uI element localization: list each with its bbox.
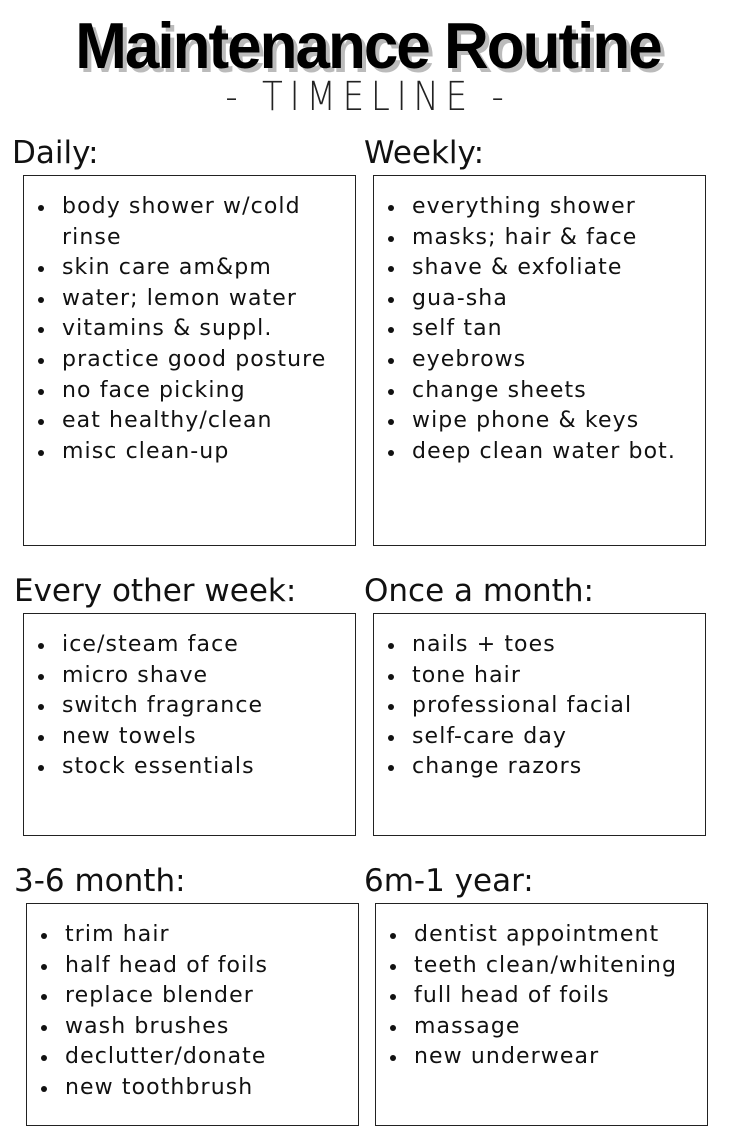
section-box-3-6-month	[26, 903, 359, 1126]
section-heading-daily: Daily:	[12, 135, 99, 171]
list-item: professional facial	[412, 691, 705, 722]
page-subtitle: - TIMELINE -	[225, 74, 511, 120]
section-box-6m-1-year	[375, 903, 708, 1126]
list-item: half head of foils	[65, 951, 358, 982]
list-item: eyebrows	[412, 345, 705, 376]
list-item: everything shower	[412, 192, 705, 223]
list-item: new toothbrush	[65, 1073, 358, 1104]
item-list	[374, 614, 705, 783]
item-list	[24, 176, 355, 467]
section-box-once-a-month	[373, 613, 706, 836]
item-list	[27, 904, 358, 1104]
list-item: declutter/donate	[65, 1042, 358, 1073]
list-item: new towels	[62, 722, 355, 753]
list-item: misc clean-up	[62, 437, 355, 468]
list-item: self-care day	[412, 722, 705, 753]
list-item: switch fragrance	[62, 691, 355, 722]
section-heading-3-6-month: 3-6 month:	[14, 863, 186, 899]
list-item: new underwear	[414, 1042, 707, 1073]
list-item: change razors	[412, 752, 705, 783]
section-heading-once-a-month: Once a month:	[364, 573, 594, 609]
list-item: tone hair	[412, 661, 705, 692]
item-list	[24, 614, 355, 783]
list-item: dentist appointment	[414, 920, 707, 951]
page-title: Maintenance Routine	[75, 10, 661, 83]
list-item: wipe phone & keys	[412, 406, 705, 437]
list-item: teeth clean/whitening	[414, 951, 707, 982]
list-item: massage	[414, 1012, 707, 1043]
list-item: body shower w/cold rinse	[62, 192, 355, 253]
list-item: wash brushes	[65, 1012, 358, 1043]
list-item: vitamins & suppl.	[62, 314, 355, 345]
list-item: water; lemon water	[62, 284, 355, 315]
section-box-daily	[23, 175, 356, 546]
list-item: deep clean water bot.	[412, 437, 705, 468]
section-heading-every-other-week: Every other week:	[14, 573, 297, 609]
list-item: no face picking	[62, 376, 355, 407]
list-item: replace blender	[65, 981, 358, 1012]
list-item: trim hair	[65, 920, 358, 951]
section-heading-weekly: Weekly:	[364, 135, 485, 171]
list-item: practice good posture	[62, 345, 355, 376]
list-item: ice/steam face	[62, 630, 355, 661]
item-list	[374, 176, 705, 467]
list-item: change sheets	[412, 376, 705, 407]
section-box-weekly	[373, 175, 706, 546]
section-box-every-other-week	[23, 613, 356, 836]
list-item: stock essentials	[62, 752, 355, 783]
list-item: gua-sha	[412, 284, 705, 315]
section-heading-6m-1-year: 6m-1 year:	[364, 863, 534, 899]
list-item: full head of foils	[414, 981, 707, 1012]
list-item: self tan	[412, 314, 705, 345]
item-list	[376, 904, 707, 1073]
list-item: masks; hair & face	[412, 223, 705, 254]
list-item: skin care am&pm	[62, 253, 355, 284]
list-item: nails + toes	[412, 630, 705, 661]
list-item: eat healthy/clean	[62, 406, 355, 437]
list-item: shave & exfoliate	[412, 253, 705, 284]
list-item: micro shave	[62, 661, 355, 692]
